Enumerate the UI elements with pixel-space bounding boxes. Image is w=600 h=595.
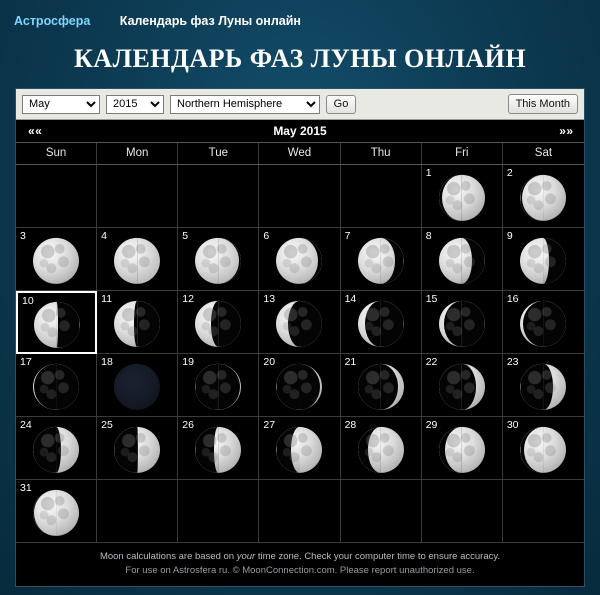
- calendar-day-cell[interactable]: [16, 291, 97, 354]
- day-number: 4: [101, 230, 107, 242]
- moon-terminator-clip: [520, 427, 566, 473]
- page-title: КАЛЕНДАРЬ ФАЗ ЛУНЫ ОНЛАЙН: [73, 44, 527, 73]
- calendar-day-cell[interactable]: [341, 228, 422, 291]
- moon-phase-calendar-widget: [15, 88, 585, 587]
- moon-terminator: [537, 238, 549, 284]
- hemisphere-select[interactable]: [170, 95, 320, 114]
- moon-phase-graphic: [439, 301, 485, 347]
- moon-terminator: [445, 427, 478, 473]
- calendar-day-cell[interactable]: [259, 417, 340, 480]
- next-month-icon[interactable]: » »: [559, 124, 572, 138]
- day-number: 15: [425, 293, 438, 305]
- day-number: 31: [20, 482, 32, 494]
- new-moon-disc: [114, 364, 160, 410]
- moon-phase-graphic: [33, 490, 79, 536]
- day-number: 3: [20, 230, 26, 242]
- weekday-label-sat: Sat: [534, 147, 553, 159]
- calendar-day-cell[interactable]: [178, 354, 259, 417]
- moon-phase-graphic: [195, 301, 241, 347]
- moon-disc: [33, 238, 79, 284]
- moon-terminator: [524, 427, 564, 473]
- moon-phase-graphic: [520, 364, 566, 410]
- moon-terminator: [115, 238, 160, 284]
- moon-terminator: [366, 238, 395, 284]
- calendar-cell-empty: [341, 480, 422, 543]
- day-number: 24: [20, 419, 32, 431]
- moon-phase-graphic: [520, 238, 566, 284]
- calendar-day-cell[interactable]: [16, 228, 97, 291]
- day-number: 29: [425, 419, 438, 431]
- day-number: 25: [101, 419, 113, 431]
- footer-note-line-1: [22, 550, 578, 564]
- calendar-cell-empty: [97, 480, 178, 543]
- moon-phase-graphic: [520, 175, 566, 221]
- moon-phase-graphic: [114, 364, 160, 410]
- day-number: 14: [344, 293, 357, 305]
- day-number: 12: [182, 293, 194, 305]
- footer-note-line-2: For use on Astrosfera ru. © MoonConnection.com. Please report unauthorized use.: [125, 565, 475, 576]
- nav-current-page: Календарь фаз Луны онлайн: [119, 14, 301, 28]
- calendar-month-title: May 2015: [273, 124, 327, 138]
- calendar-cell-empty: [422, 480, 503, 543]
- moon-phase-graphic: [276, 427, 322, 473]
- nav-link-brand[interactable]: Астросфера: [14, 14, 91, 28]
- top-navigation: [0, 0, 600, 36]
- moon-terminator: [197, 238, 239, 284]
- calendar-day-cell[interactable]: [422, 354, 503, 417]
- moon-phase-graphic: [33, 364, 79, 410]
- calendar-day-cell[interactable]: [341, 354, 422, 417]
- day-number: 21: [344, 356, 357, 368]
- calendar-day-cell[interactable]: [503, 165, 584, 228]
- calendar-cell-empty: [259, 480, 340, 543]
- moon-disc: [195, 427, 241, 473]
- moon-disc: [33, 427, 79, 473]
- note-emphasis: your: [236, 551, 256, 562]
- moon-phase-graphic: [358, 238, 404, 284]
- moon-disc: [276, 238, 322, 284]
- calendar-cell-empty: [178, 165, 259, 228]
- moon-disc: [439, 427, 485, 473]
- calendar-day-cell[interactable]: [503, 417, 584, 480]
- calendar-cell-empty: [503, 480, 584, 543]
- moon-terminator: [442, 175, 481, 221]
- day-number: 10: [22, 295, 34, 307]
- day-number: 6: [263, 230, 270, 242]
- moon-disc: [439, 175, 485, 221]
- weekday-label-thu: Thu: [341, 143, 422, 164]
- moon-phase-graphic: [358, 427, 404, 473]
- moon-terminator-clip: [276, 238, 322, 284]
- calendar-day-cell[interactable]: [503, 228, 584, 291]
- moon-disc: [33, 490, 79, 536]
- moon-phase-graphic: [358, 364, 404, 410]
- weekday-header-row: [16, 143, 584, 165]
- moon-terminator-clip: [439, 175, 485, 221]
- calendar-day-cell[interactable]: [503, 354, 584, 417]
- moon-disc: [520, 427, 566, 473]
- calendar-day-cell[interactable]: [16, 354, 97, 417]
- calendar-day-cell[interactable]: [97, 228, 178, 291]
- moon-phase-graphic: [195, 427, 241, 473]
- moon-terminator: [34, 490, 77, 536]
- calendar-cell-empty: [341, 165, 422, 228]
- moon-disc: [439, 238, 485, 284]
- moon-phase-graphic: [34, 301, 80, 347]
- moon-terminator-clip: [439, 238, 485, 284]
- moon-phase-graphic: [520, 301, 566, 347]
- moon-terminator: [368, 427, 394, 473]
- moon-terminator-clip: [114, 238, 160, 284]
- moon-disc: [195, 238, 241, 284]
- moon-disc: [520, 175, 566, 221]
- calendar-header: [16, 120, 584, 143]
- moon-phase-graphic: [114, 427, 160, 473]
- moon-disc: [195, 301, 241, 347]
- moon-disc: [520, 364, 566, 410]
- moon-disc: [33, 364, 79, 410]
- day-number: 8: [425, 230, 432, 242]
- month-select[interactable]: [22, 95, 100, 114]
- moon-disc: [520, 238, 566, 284]
- calendar-day-cell[interactable]: [178, 417, 259, 480]
- day-number: 27: [263, 419, 276, 431]
- calendar-day-cell[interactable]: [341, 291, 422, 354]
- calendar-cell-empty: [16, 165, 97, 228]
- moon-disc: [114, 427, 160, 473]
- moon-disc: [114, 301, 160, 347]
- weekday-label-tue: Tue: [178, 143, 259, 164]
- note-text-b: time zone. Check your computer time to ensure accuracy.: [255, 551, 501, 562]
- day-number: 18: [101, 356, 113, 368]
- calendar-controls-bar: [16, 89, 584, 120]
- note-text-a: Moon calculations are based on: [99, 551, 237, 562]
- calendar-day-cell[interactable]: [259, 228, 340, 291]
- moon-disc: [439, 364, 485, 410]
- day-number: 2: [506, 167, 513, 179]
- moon-terminator: [451, 238, 472, 284]
- calendar-day-cell[interactable]: [97, 354, 178, 417]
- weekday-label-fri: Fri: [422, 143, 503, 164]
- moon-terminator-clip: [276, 427, 322, 473]
- day-number: 11: [101, 293, 113, 305]
- moon-terminator-clip: [358, 238, 404, 284]
- previous-month-icon[interactable]: « «: [28, 124, 41, 138]
- day-number: 20: [263, 356, 276, 368]
- moon-terminator-clip: [358, 427, 404, 473]
- calendar-day-cell[interactable]: [341, 417, 422, 480]
- calendar-cell-empty: [178, 480, 259, 543]
- day-number: 9: [506, 230, 513, 242]
- moon-phase-graphic: [439, 175, 485, 221]
- calendar-cell-empty: [97, 165, 178, 228]
- calendar-day-grid: [16, 165, 584, 543]
- moon-terminator: [291, 427, 308, 473]
- moon-disc: [358, 427, 404, 473]
- moon-terminator: [55, 301, 58, 347]
- calendar-day-cell[interactable]: [178, 228, 259, 291]
- moon-terminator-clip: [520, 238, 566, 284]
- calendar-day-cell[interactable]: [97, 291, 178, 354]
- calendar-day-cell[interactable]: [16, 417, 97, 480]
- year-select[interactable]: [106, 95, 164, 114]
- moon-terminator-clip: [195, 238, 241, 284]
- day-number: 16: [506, 293, 519, 305]
- moon-phase-graphic: [439, 427, 485, 473]
- moon-phase-graphic: [520, 427, 566, 473]
- moon-phase-graphic: [276, 301, 322, 347]
- moon-phase-graphic: [276, 364, 322, 410]
- moon-phase-graphic: [276, 238, 322, 284]
- moon-disc: [114, 238, 160, 284]
- moon-disc: [34, 301, 80, 347]
- weekday-label-sun: Sun: [16, 143, 97, 164]
- moon-terminator-clip: [520, 175, 566, 221]
- moon-phase-graphic: [439, 364, 485, 410]
- moon-phase-graphic: [114, 301, 160, 347]
- day-number: 17: [20, 356, 32, 368]
- moon-disc: [195, 364, 241, 410]
- moon-disc: [276, 364, 322, 410]
- moon-phase-graphic: [195, 364, 241, 410]
- moon-phase-graphic: [33, 427, 79, 473]
- go-button[interactable]: Go: [326, 95, 356, 114]
- day-number: 30: [506, 419, 519, 431]
- moon-disc: [358, 364, 404, 410]
- day-number: 13: [263, 293, 276, 305]
- calendar-footer-notes: [16, 543, 584, 586]
- calendar-day-cell[interactable]: [178, 291, 259, 354]
- calendar-day-cell[interactable]: [422, 165, 503, 228]
- day-number: 22: [425, 356, 438, 368]
- day-number: 19: [182, 356, 194, 368]
- calendar-day-cell[interactable]: [259, 291, 340, 354]
- moon-disc: [358, 238, 404, 284]
- moon-phase-graphic: [114, 238, 160, 284]
- moon-phase-graphic: [195, 238, 241, 284]
- calendar-day-cell[interactable]: [503, 291, 584, 354]
- moon-phase-graphic: [33, 238, 79, 284]
- calendar-day-cell[interactable]: [422, 417, 503, 480]
- weekday-label-mon: Mon: [97, 143, 178, 164]
- this-month-button[interactable]: This Month: [508, 94, 578, 114]
- moon-terminator: [281, 238, 318, 284]
- moon-disc: [276, 301, 322, 347]
- weekday-label-wed: Wed: [259, 143, 340, 164]
- moon-phase-graphic: [439, 238, 485, 284]
- moon-terminator-clip: [34, 301, 80, 347]
- moon-terminator: [214, 427, 222, 473]
- moon-disc: [439, 301, 485, 347]
- calendar-cell-empty: [259, 165, 340, 228]
- calendar-day-cell[interactable]: [422, 291, 503, 354]
- day-number: 1: [425, 167, 432, 179]
- moon-terminator-clip: [439, 427, 485, 473]
- day-number: 7: [344, 230, 351, 242]
- day-number: 26: [182, 419, 194, 431]
- day-number: 5: [182, 230, 189, 242]
- moon-phase-graphic: [358, 301, 404, 347]
- calendar-day-cell[interactable]: [16, 480, 97, 543]
- moon-disc: [358, 301, 404, 347]
- calendar-day-cell[interactable]: [97, 417, 178, 480]
- moon-disc: [276, 427, 322, 473]
- moon-terminator-clip: [33, 490, 79, 536]
- calendar-day-cell[interactable]: [422, 228, 503, 291]
- calendar-day-cell[interactable]: [259, 354, 340, 417]
- moon-terminator-clip: [195, 427, 241, 473]
- day-number: 28: [344, 419, 357, 431]
- moon-disc: [520, 301, 566, 347]
- moon-terminator: [522, 175, 565, 221]
- day-number: 23: [506, 356, 519, 368]
